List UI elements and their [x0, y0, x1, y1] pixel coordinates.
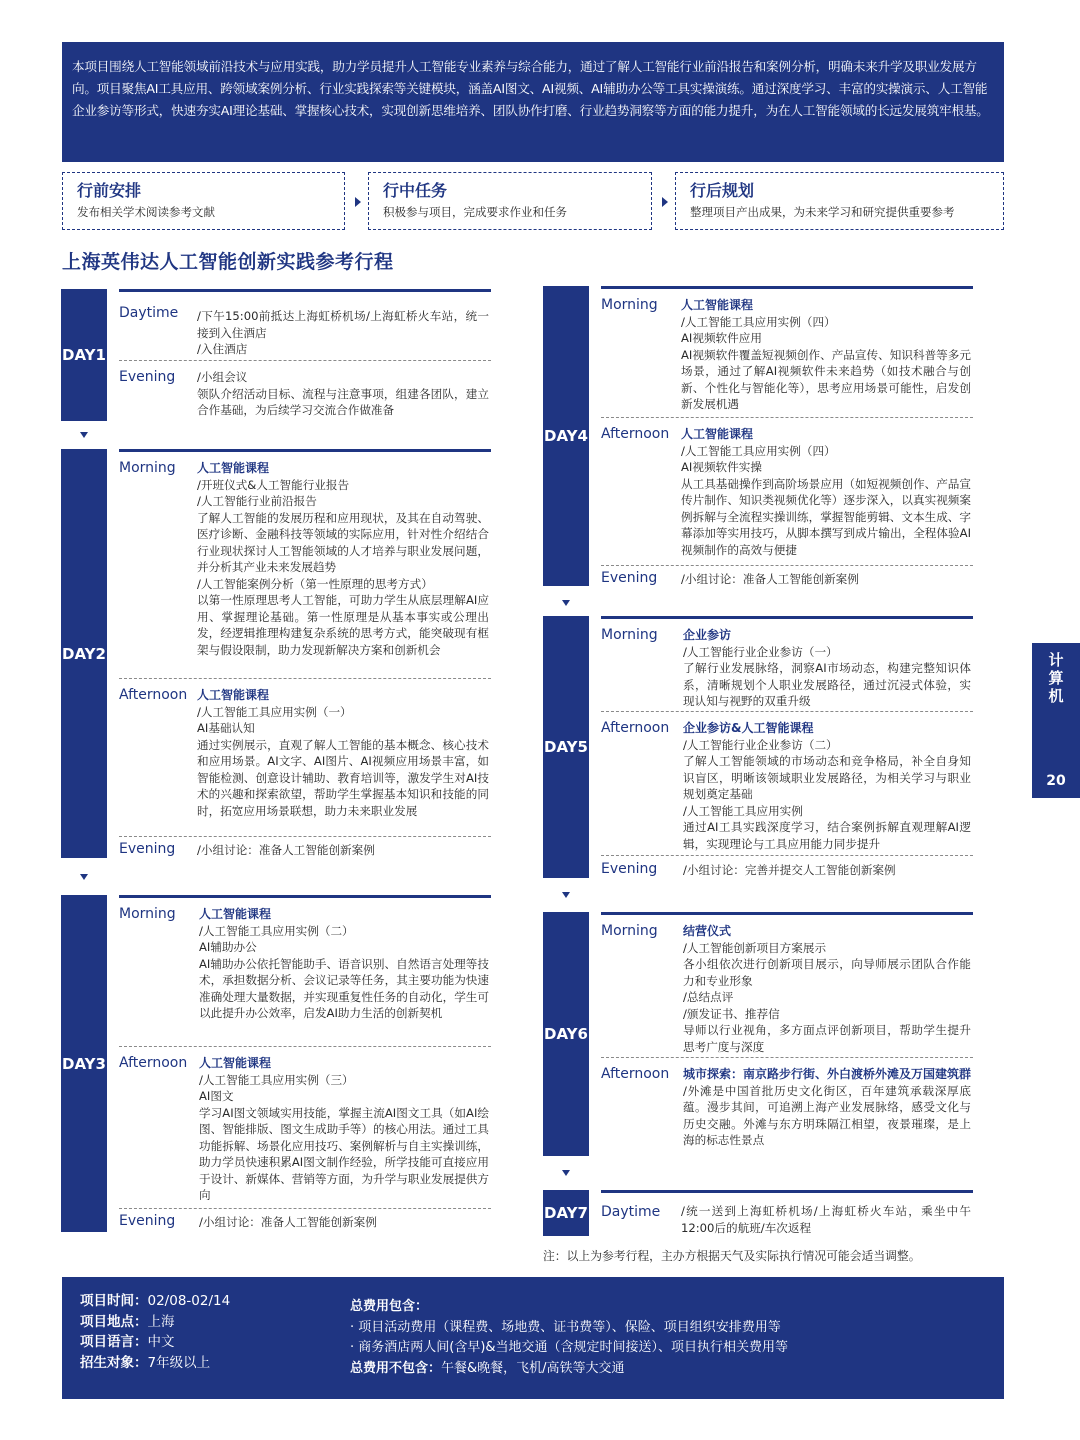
day-body	[601, 286, 973, 586]
day-label: DAY2	[61, 449, 107, 858]
slot-content	[197, 687, 489, 819]
slot-evening	[119, 836, 491, 860]
slot-line: 导师以行业视角，多方面点评创新项目，帮助学生提升思考广度与深度	[683, 1023, 971, 1054]
slot-heading: 人工智能课程	[681, 427, 754, 441]
day-card-2	[61, 449, 491, 858]
slot-afternoon	[119, 1046, 491, 1210]
slot-line: 了解行业发展脉络，洞察AI市场动态，构建完整知识体系，清晰规划个人职业发展路径，通过沉浸式体验，实现认知与视野的双重升级	[683, 661, 971, 708]
slot-content	[683, 720, 971, 852]
slot-time: Daytime	[119, 305, 179, 321]
day-label: DAY1	[61, 289, 107, 421]
arrow-down-icon	[562, 600, 570, 606]
step-post-trip	[675, 172, 1004, 230]
day-label: DAY3	[61, 895, 107, 1232]
step-pre-trip	[62, 172, 345, 230]
slot-heading: 企业参访	[683, 628, 732, 642]
day-label: DAY5	[543, 616, 589, 878]
project-language: 中文	[147, 1334, 175, 1350]
slot-afternoon	[601, 417, 973, 565]
slot-time: Evening	[119, 1213, 176, 1229]
slot-morning	[601, 619, 973, 711]
day-card-3	[61, 895, 491, 1232]
slot-line: /入住酒店	[197, 342, 248, 356]
slot-line: 了解人工智能领域的市场动态和竞争格局，补全自身知识盲区，明晰该领域职业发展路径，为相关学习与职业规划奠定基础	[683, 754, 971, 801]
day-label: DAY4	[543, 286, 589, 586]
slot-line: /人工智能案例分析（第一性原理的思考方式）	[197, 576, 433, 591]
slot-evening	[119, 1208, 491, 1234]
day-body	[119, 449, 491, 858]
slot-line: /开班仪式&人工智能行业报告	[197, 477, 350, 492]
category-text: 计算机	[1048, 651, 1064, 705]
slot-time: Afternoon	[601, 720, 670, 736]
slot-line: 通过AI工具实践深度学习，结合案例拆解直观理解AI逻辑，实现理论与工具应用能力同步提升	[683, 820, 971, 851]
slot-line: 以第一性原理思考人工智能，可助力学生从底层理解AI应用、掌握理论基础。第一性原理是从基本事实或公理出发，经逻辑推理构建复杂系统的思考方式，能突破现有框架与假设限制，助力发现新解决方案和创新机会	[197, 593, 489, 657]
arrow-down-icon	[562, 892, 570, 898]
slot-line: /小组讨论：准备人工智能创新案例	[681, 572, 859, 586]
slot-morning	[119, 898, 491, 1044]
slot-line: /人工智能工具应用实例（一）	[197, 704, 352, 719]
day-body	[119, 289, 491, 421]
project-place: 上海	[147, 1313, 175, 1330]
intro-box	[62, 42, 1004, 162]
slot-line: /下午15:00前抵达上海虹桥机场/上海虹桥火车站，统一接到入住酒店	[197, 309, 489, 340]
slot-content	[197, 842, 489, 859]
slot-heading: 人工智能课程	[197, 688, 270, 702]
slot-line: 各小组依次进行创新项目展示，向导师展示团队合作能力和专业形象	[683, 957, 971, 988]
slot-line: AI辅助办公依托智能助手、语音识别、自然语言处理等技术，承担数据分析、会议记录等任务，其主要功能为快速准确处理大量数据，并实现重复性任务的自动化，学生可以此提升办公效率，启发AI助力生活的创新契机	[199, 956, 489, 1020]
slot-line: 从工具基础操作到高阶场景应用（如短视频创作、产品宣传片制作、知识类视频优化等）逐步深入，以真实视频案例拆解与全流程实操训练，掌握智能剪辑、文本生成、字幕添加等实用技巧，从脚本撰写到成片输出，全程体验AI视频制作的高效与便捷	[681, 476, 971, 557]
slot-line: /人工智能工具应用实例	[683, 803, 803, 818]
slot-line: /统一送到上海虹桥机场/上海虹桥火车站，乘坐中午12:00后的航班/车次返程	[681, 1204, 971, 1235]
slot-line: /人工智能创新项目方案展示	[683, 940, 827, 955]
day-card-7	[543, 1190, 973, 1236]
day-card-1	[61, 289, 491, 421]
slot-time: Evening	[601, 861, 658, 877]
slot-line: 领队介绍活动目标、流程与注意事项，组建各团队，建立合作基础，为后续学习交流合作做准备	[197, 386, 489, 417]
step-desc: 积极参与项目，完成要求作业和任务	[383, 205, 567, 219]
step-in-trip	[368, 172, 652, 230]
day-card-5	[543, 616, 973, 878]
info-label: 招生对象：	[80, 1354, 148, 1371]
slot-time: Afternoon	[119, 1055, 188, 1071]
step-desc: 整理项目产出成果，为未来学习和研究提供重要参考	[690, 205, 955, 219]
day-body	[601, 1190, 973, 1236]
slot-line: AI视频软件实操	[681, 460, 762, 474]
slot-heading: 城市探索：南京路步行街、外白渡桥外滩及万国建筑群	[683, 1067, 972, 1081]
fee-include-label: 总费用包含：	[350, 1299, 429, 1314]
day-card-4	[543, 286, 973, 586]
slot-content	[197, 308, 489, 358]
arrow-down-icon	[80, 874, 88, 880]
slot-line: 通过实例展示，直观了解人工智能的基本概念、核心技术和应用场景。AI文字、AI图片、AI视频应用场景丰富，如智能检测、创意设计辅助、教育培训等，激发学生对AI技术的兴趣和探索欲望，帮助学生掌握基本知识和技能的同时，拓宽应用场景联想，助力未来职业发展	[197, 737, 489, 818]
slot-time: Morning	[119, 460, 176, 476]
step-title: 行中任务	[383, 181, 448, 200]
slot-line: /总结点评	[683, 990, 734, 1004]
slot-time: Afternoon	[119, 687, 188, 703]
slot-content	[683, 862, 971, 879]
slot-line: /颁发证书、推荐信	[683, 1006, 780, 1021]
project-target: 7年级以上	[147, 1354, 211, 1371]
slot-heading: 人工智能课程	[199, 1056, 272, 1070]
slot-daytime	[601, 1193, 973, 1237]
slot-line: AI辅助办公	[199, 940, 257, 954]
fee-exclude-label: 总费用不包含：	[350, 1360, 442, 1376]
slot-heading: 人工智能课程	[199, 907, 272, 921]
slot-evening	[119, 360, 491, 422]
itinerary-note: 注：以上为参考行程，主办方根据天气及实际执行情况可能会适当调整。	[543, 1249, 921, 1263]
fee-exclude: 午餐&晚餐，飞机/高铁等大交通	[441, 1360, 625, 1376]
slot-line: 学习AI图文领域实用技能，掌握主流AI图文工具（如AI绘图、智能排版、图文生成助手等）的核心用法。通过工具功能拆解、场景化应用技巧、案例解析与自主实操训练，助力学员快速积累AI图文制作经验，所学技能可直接应用于设计、新媒体、营销等方面，为升学与职业发展提供方向	[199, 1105, 489, 1202]
steps-row	[62, 172, 1004, 230]
slot-content	[199, 1214, 489, 1231]
slot-morning	[601, 289, 973, 417]
arrow-right-icon	[662, 197, 668, 207]
slot-afternoon	[601, 1057, 973, 1159]
info-label: 项目时间：	[80, 1293, 148, 1309]
slot-line: /人工智能工具应用实例（三）	[199, 1072, 354, 1087]
slot-time: Morning	[601, 297, 658, 313]
page-number: 20	[1046, 773, 1066, 789]
side-tab	[1032, 643, 1080, 798]
slot-time: Morning	[119, 906, 176, 922]
slot-line: /小组会议	[197, 370, 248, 384]
fee-include-item: · 项目活动费用（课程费、场地费、证书费等）、保险、项目组织安排费用等	[350, 1319, 781, 1335]
arrow-right-icon	[355, 197, 361, 207]
itinerary-title: 上海英伟达人工智能创新实践参考行程	[62, 251, 394, 273]
day-label: DAY7	[543, 1190, 589, 1236]
slot-line: AI视频软件应用	[681, 331, 762, 345]
slot-evening	[601, 855, 973, 881]
slot-daytime	[119, 292, 491, 356]
slot-line: /小组讨论：准备人工智能创新案例	[199, 1215, 377, 1229]
slot-line: /人工智能工具应用实例（四）	[681, 314, 836, 329]
intro-text: 本项目围绕人工智能领域前沿技术与应用实践，助力学员提升人工智能专业素养与综合能力，通过了解人工智能行业前沿报告和案例分析，明确未来升学及职业发展方向。项目聚焦AI工具应用、跨领域案例分析、行业实践探索等关键模块，涵盖AI图文、AI视频、AI辅助办公等工具实操演练。通过深度学习、丰富的实操演示、人工智能企业参访等形式，快速夯实AI理论基础、掌握核心技术，实现创新思维培养、团队协作打磨、行业趋势洞察等方面的能力提升，为在人工智能领域的长远发展筑牢根基。	[72, 59, 989, 119]
arrow-down-icon	[80, 432, 88, 438]
slot-line: 了解人工智能的发展历程和应用现状，及其在自动驾驶、医疗诊断、金融科技等领域的实际应用，针对性介绍结合行业现状探讨人工智能领域的人才培养与职业发展问题，并分析其产业未来发展趋势	[197, 510, 489, 574]
slot-heading: 人工智能课程	[197, 461, 270, 475]
info-label: 项目语言：	[80, 1334, 148, 1350]
slot-time: Afternoon	[601, 1066, 670, 1082]
arrow-down-icon	[562, 1170, 570, 1176]
slot-morning	[119, 452, 491, 676]
slot-line: AI视频软件覆盖短视频创作、产品宣传、知识科普等多元场景，通过了解AI视频软件未来趋势（如技术融合与创新、个性化与智能化等），思考应用场景可能性，启发创新发展机遇	[681, 347, 971, 411]
slot-content	[683, 1066, 971, 1149]
step-title: 行后规划	[690, 181, 755, 200]
slot-line: /小组讨论：准备人工智能创新案例	[197, 843, 375, 857]
footer-box	[62, 1277, 1004, 1399]
day-body	[601, 616, 973, 878]
project-time: 02/08-02/14	[147, 1293, 231, 1309]
day-card-6	[543, 912, 973, 1156]
slot-line: /人工智能工具应用实例（四）	[681, 443, 836, 458]
slot-time: Evening	[119, 841, 176, 857]
slot-time: Morning	[601, 923, 658, 939]
slot-time: Daytime	[601, 1204, 661, 1220]
slot-content	[199, 906, 489, 1022]
day-body	[119, 895, 491, 1232]
slot-content	[197, 460, 489, 658]
info-label: 项目地点：	[80, 1313, 148, 1330]
step-title: 行前安排	[77, 181, 142, 200]
slot-evening	[601, 565, 973, 589]
slot-line: /人工智能行业前沿报告	[197, 494, 317, 508]
slot-heading: 结营仪式	[683, 924, 732, 938]
slot-time: Afternoon	[601, 426, 670, 442]
slot-content	[681, 571, 971, 588]
slot-content	[681, 297, 971, 413]
step-desc: 发布相关学术阅读参考文献	[77, 205, 215, 219]
slot-morning	[601, 915, 973, 1057]
slot-line: AI基础认知	[197, 721, 255, 735]
slot-afternoon	[119, 678, 491, 836]
slot-time: Evening	[119, 369, 176, 385]
slot-content	[681, 426, 971, 558]
category-label	[1032, 651, 1080, 705]
slot-line: /小组讨论：完善并提交人工智能创新案例	[683, 863, 896, 877]
slot-content	[197, 369, 489, 419]
slot-content	[683, 923, 971, 1055]
slot-heading: 人工智能课程	[681, 298, 754, 312]
day-body	[601, 912, 973, 1156]
slot-time: Evening	[601, 570, 658, 586]
fee-include-item: · 商务酒店两人间(含早)&当地交通（含规定时间接送）、项目执行相关费用等	[350, 1340, 789, 1355]
slot-heading: 企业参访&人工智能课程	[683, 721, 814, 735]
day-label: DAY6	[543, 912, 589, 1156]
slot-line: /人工智能工具应用实例（二）	[199, 923, 354, 938]
project-info	[80, 1291, 230, 1373]
slot-line: /人工智能行业企业参访（一）	[683, 644, 838, 659]
slot-line: AI图文	[199, 1089, 234, 1103]
slot-content	[199, 1055, 489, 1204]
slot-content	[683, 627, 971, 710]
slot-line: /人工智能行业企业参访（二）	[683, 737, 838, 752]
slot-time: Morning	[601, 627, 658, 643]
slot-line: /外滩是中国首批历史文化街区，百年建筑承载深厚底蕴。漫步其间，可追溯上海产业发展脉络，感受文化与历史交融。外滩与东方明珠隔江相望，夜景璀璨，是上海的标志性景点	[683, 1083, 971, 1147]
fee-info	[350, 1297, 788, 1379]
slot-afternoon	[601, 711, 973, 855]
slot-content	[681, 1203, 971, 1236]
